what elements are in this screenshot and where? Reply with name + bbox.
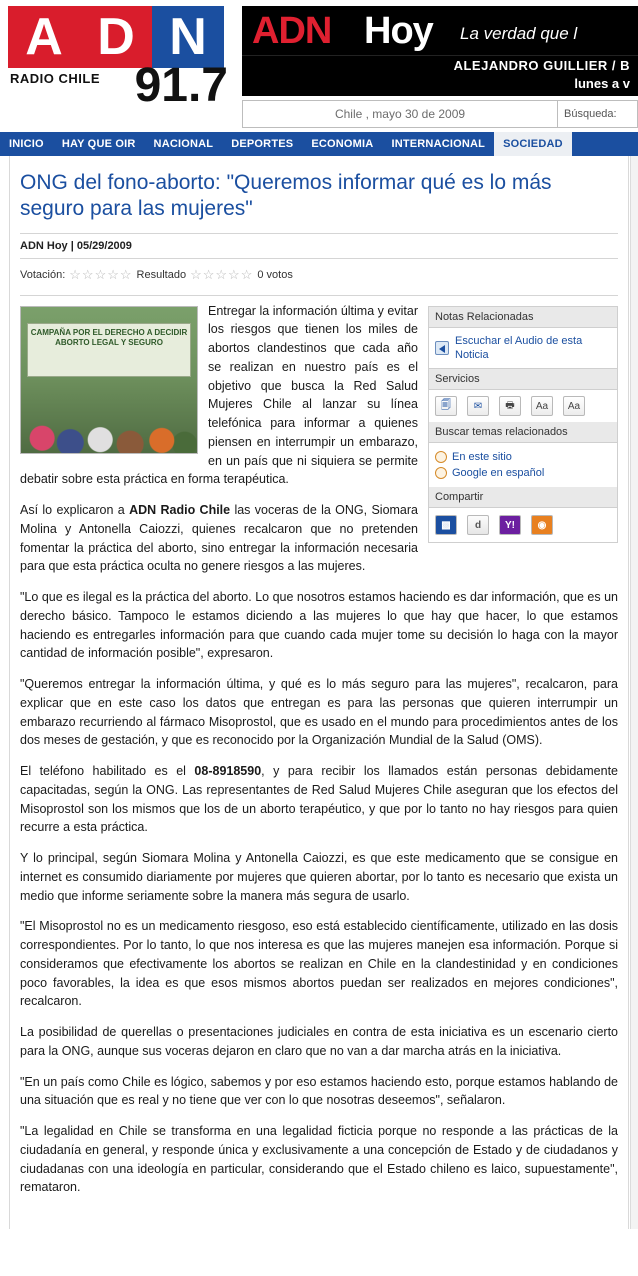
ad-banner-tagline: La verdad que l <box>460 24 578 43</box>
logo-letter-d: D <box>80 6 152 68</box>
current-date: Chile , mayo 30 de 2009 <box>242 100 558 128</box>
audio-link-label[interactable]: Escuchar el Audio de esta Noticia <box>455 334 583 361</box>
ad-banner-host: ALEJANDRO GUILLIER / B <box>453 58 630 73</box>
nav-item-hay-que-oir[interactable]: HAY QUE OIR <box>61 138 136 150</box>
search-link-site-label[interactable]: En este sitio <box>452 451 512 464</box>
search-link-site[interactable] <box>435 449 611 465</box>
paragraph-6: Y lo principal, según Siomara Molina y Antonella Caiozzi, es que este medicamento que se consigue en internet es consumido diariamente por mujeres que quieren abortar, por lo tanto es necesario que exista un medio que informe seriamente sobre la manera más segura de usarlo. <box>20 851 618 903</box>
services-icons <box>429 390 617 422</box>
ad-banner-adn-text: ADN <box>252 10 332 52</box>
email-icon[interactable]: ✉ <box>467 396 489 416</box>
divider <box>20 233 618 234</box>
article-sidebar <box>428 306 618 544</box>
logo-subtitle: RADIO CHILE <box>10 71 100 86</box>
share-icons <box>429 508 617 542</box>
print-preview-icon[interactable]: 🗐 <box>435 396 457 416</box>
magnifier-icon <box>435 467 447 479</box>
paragraph-5-post: , y para recibir los llamados están personas debidamente capacitadas, según la ONG. Las representantes de Red Salud Mujeres Chile aseguran que los efectos del Misoprostol son los mismos que los de un aborto terapéutico, y que por lo tanto no hay riesgos para quien recurre a esta práctica. <box>20 764 618 835</box>
paragraph-5-pre: El teléfono habilitado es el <box>20 764 195 778</box>
site-header <box>0 0 638 132</box>
paragraph-3: "Lo que es ilegal es la práctica del aborto. Lo que nosotros estamos haciendo es dar información, que es un derecho básico. Tampoco le estamos diciendo a las mujeres lo que hay que hacer, lo que estamos haciendo es entregarles información para que cuando cada mujer tome su decisión lo haga con la mayor cantidad de información posible", expresaron. <box>20 590 618 661</box>
magnifier-icon <box>435 451 447 463</box>
logo-letter-a: A <box>8 6 80 68</box>
paragraph-4: "Queremos entregar la información última, y qué es lo más seguro para las mujeres", recalcaron, para explicar que en este caso los datos que entregan es para las personas que quieren interrumpir un embarazo recurriendo al fármaco Misoprostol, que es usado en el mundo para procedimientos antes de los dos meses de gestación, y que es reconocido por la Organización Mundial de la Salud (OMS). <box>20 677 618 748</box>
vote-label: Votación: <box>20 268 66 281</box>
search-link-google-label[interactable]: Google en español <box>452 467 545 480</box>
photo-crowd <box>21 379 197 453</box>
search-input[interactable]: Búsqueda: <box>558 100 638 128</box>
date-search-bar <box>242 100 638 128</box>
delicious-icon[interactable]: ▩ <box>435 515 457 535</box>
nav-item-inicio[interactable]: INICIO <box>9 138 44 150</box>
logo-letter-n: N <box>152 6 224 68</box>
main-navigation[interactable] <box>0 132 638 156</box>
search-topics-title: Buscar temas relacionados <box>429 422 617 443</box>
logo-frequency: 91.7 <box>134 59 228 112</box>
votes-count: 0 votos <box>257 268 293 281</box>
nav-item-nacional[interactable]: NACIONAL <box>153 138 214 150</box>
ad-banner-hoy-text: Hoy <box>364 10 433 52</box>
site-logo[interactable] <box>8 6 236 126</box>
result-label: Resultado <box>136 268 187 281</box>
article-container <box>9 156 629 1229</box>
paragraph-2-bold: ADN Radio Chile <box>129 503 231 517</box>
search-link-google[interactable] <box>435 465 611 481</box>
article-photo <box>20 306 198 454</box>
result-stars: ☆☆☆☆☆ <box>190 266 254 282</box>
vote-stars[interactable]: ☆☆☆☆☆ <box>69 266 133 282</box>
paragraph-2-post: las voceras de la ONG, Siomara Molina y Antonella Caiozzi, quienes recalcaron que no pretenden fomentar la práctica del aborto, sino entregar la información necesaria para que esta práctica oculta no genere riesgos a las mujeres. <box>20 503 418 574</box>
paragraph-2-pre: Así lo explicaron a <box>20 503 130 517</box>
yahoo-icon[interactable]: Y! <box>499 515 521 535</box>
rss-icon[interactable]: ◉ <box>531 515 553 535</box>
byline: ADN Hoy | 05/29/2009 <box>20 239 132 252</box>
paragraph-5 <box>20 762 618 837</box>
ad-banner-bottom <box>242 56 638 95</box>
divider <box>20 295 618 296</box>
ad-banner[interactable] <box>242 6 638 96</box>
paragraph-1: Entregar la información última y evitar los riesgos que tienen los miles de abortos clandestinos que cada año se realizan en nuestro país es el objetivo que busca la Red Salud Mujeres Chile al lanzar su línea telefónica para informar a quienes piensen en interrumpir un embarazo, en un país que ni siquiera se permite debatir sobre esta práctica en forma terapéutica. <box>20 303 418 487</box>
article-body <box>20 302 618 1210</box>
paragraph-10: "La legalidad en Chile se transforma en una legalidad ficticia porque no responde a las prácticas de la ciudadanía en general, y responde única y exclusivamente a una concepción de Estado y de ciudadanos y ciudadanas con una ideología en particular, considerando que el Estado chileno es laico, supuestamente", remataron. <box>20 1124 618 1195</box>
rating-row <box>20 265 618 289</box>
paragraph-8: La posibilidad de querellas o presentaciones judiciales en contra de esta iniciativa es un escenario cierto para la ONG, aunque sus voceras dejaron en claro que no van a dar marcha atrás en la iniciativa. <box>20 1025 618 1058</box>
printer-icon[interactable]: 🖶 <box>499 396 521 416</box>
share-title: Compartir <box>429 487 617 508</box>
digg-icon[interactable]: d <box>467 515 489 535</box>
increase-font-icon[interactable]: Aa <box>563 396 585 416</box>
audio-link-row[interactable] <box>429 328 617 370</box>
related-notes-title: Notas Relacionadas <box>429 307 617 328</box>
paragraph-9: "En un país como Chile es lógico, sabemos y por eso estamos haciendo esto, porque estamos hablando de una situación que es real y no tiene que ver con lo que nosotras deseemos", señalaron. <box>20 1074 618 1108</box>
search-links <box>429 443 617 487</box>
ad-banner-schedule: lunes a v <box>574 76 630 91</box>
photo-banner-text: CAMPAÑA POR EL DERECHO A DECIDIR ABORTO LEGAL Y SEGURO <box>27 323 191 377</box>
ad-banner-top <box>242 6 638 56</box>
nav-item-economia[interactable]: ECONOMIA <box>311 138 374 150</box>
nav-item-sociedad[interactable]: SOCIEDAD <box>494 132 572 156</box>
divider <box>20 258 618 259</box>
paragraph-5-bold: 08-8918590 <box>194 764 262 778</box>
page-title: ONG del fono-aborto: "Queremos informar qué es lo más seguro para las mujeres" <box>20 171 552 221</box>
nav-item-deportes[interactable]: DEPORTES <box>231 138 294 150</box>
speaker-icon <box>435 341 449 355</box>
nav-item-internacional[interactable]: INTERNACIONAL <box>391 138 486 150</box>
page-scrollbar[interactable] <box>630 156 638 1229</box>
decrease-font-icon[interactable]: Aa <box>531 396 553 416</box>
page-body <box>0 156 638 1229</box>
paragraph-7: "El Misoprostol no es un medicamento riesgoso, eso está establecido científicamente, utilizado en las dosis correspondientes. Por lo tanto, lo que nos interesa es que las mujeres manejen esa información. Porque si consideramos que efectivamente los abortos se realizan en Chile en la clandestinidad y en condiciones poco favorables, la idea es que esos mismos abortos puedan ser realizados en mejores condiciones", recalcaron. <box>20 919 618 1009</box>
services-title: Servicios <box>429 369 617 390</box>
